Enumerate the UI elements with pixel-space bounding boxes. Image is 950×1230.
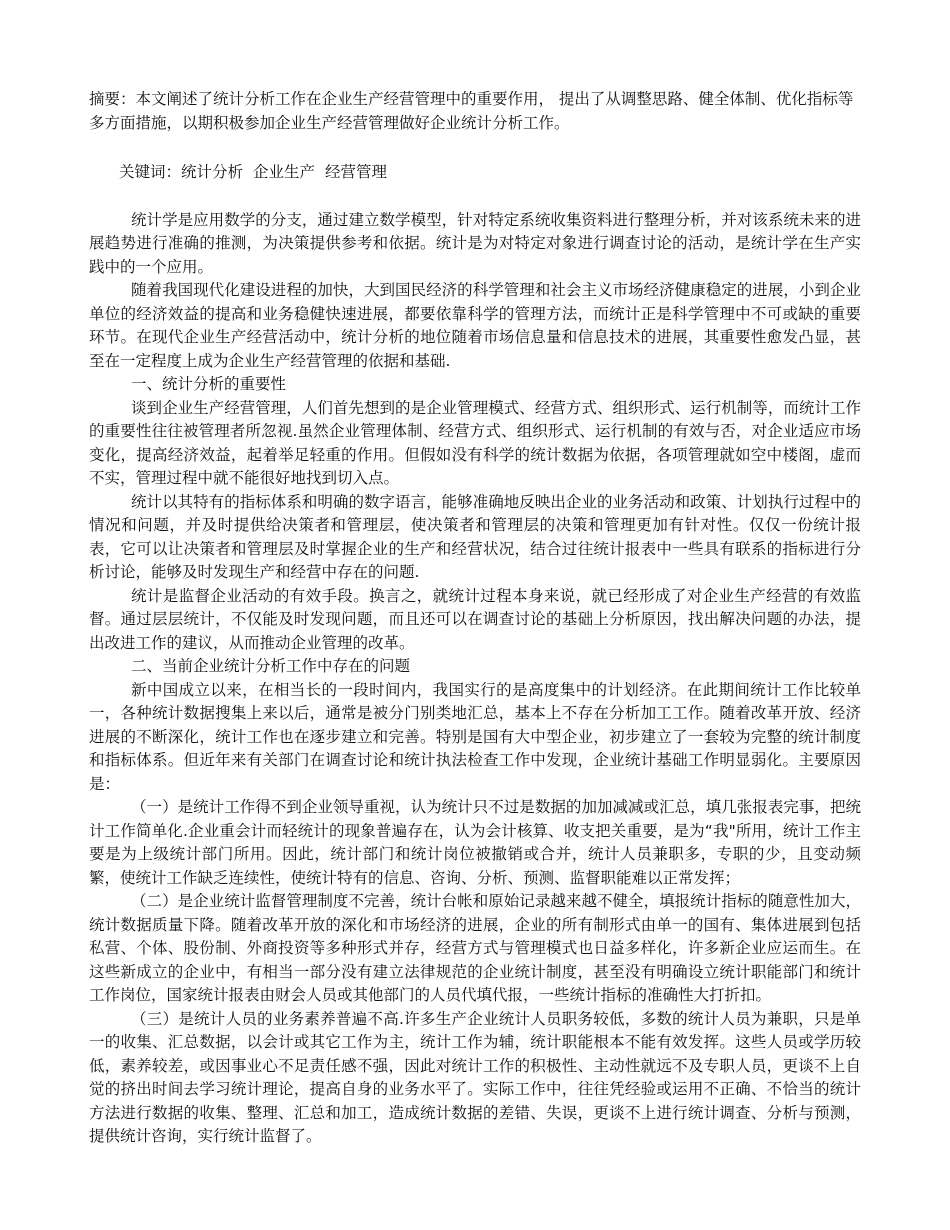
abstract: 摘要：本文阐述了统计分析工作在企业生产经营管理中的重要作用， 提出了从调整思路、健全体制、优化指标等多方面措施，以期积极参加企业生产经营管理做好企业统计分析工作。 — [89, 90, 854, 132]
document-body — [89, 209, 861, 1149]
paragraph: （一）是统计工作得不到企业领导重视，认为统计只不过是数据的加加减减或汇总，填几张报表完事，把统计工作简单化.企业重会计而轻统计的现象普遍存在，认为会计核算、收支把关重要，是为“我"所用，统计工作主要是为上级统计部门所用。因此，统计部门和统计岗位被撤销或合并，统计人员兼职多，专职的少，且变动频繁，使统计工作缺乏连续性，使统计特有的信息、咨询、分析、预测、监督职能难以正常发挥； — [89, 798, 861, 887]
document-page — [89, 88, 861, 1149]
keyword: 企业生产 — [253, 163, 316, 181]
keywords-label: 关键词： — [119, 163, 182, 181]
paragraph: 统计学是应用数学的分支，通过建立数学模型，针对特定系统收集资料进行整理分析，并对该系统未来的进展趋势进行准确的推测，为决策提供参考和依据。统计是为对特定对象进行调查讨论的活动，是统计学在生产实践中的一个应用。 — [89, 210, 861, 276]
paragraph: 随着我国现代化建设进程的加快，大到国民经济的科学管理和社会主义市场经济健康稳定的进展，小到企业单位的经济效益的提高和业务稳健快速进展，都要依靠科学的管理方法，而统计正是科学管理中不可或缺的重要环节。在现代企业生产经营活动中，统计分析的地位随着市场信息量和信息技术的进展，其重要性愈发凸显，甚至在一定程度上成为企业生产经营管理的依据和基础. — [89, 281, 861, 370]
keywords-line — [89, 161, 861, 185]
paragraph: （二）是企业统计监督管理制度不完善，统计台帐和原始记录越来越不健全，填报统计指标的随意性加大，统计数据质量下降。随着改革开放的深化和市场经济的进展，企业的所有制形式由单一的国有、集体进展到包括私营、个体、股份制、外商投资等多种形式并存，经营方式与管理模式也日益多样化，许多新企业应运而生。在这些新成立的企业中，有相当一部分没有建立法律规范的企业统计制度，甚至没有明确设立统计职能部门和统计工作岗位，国家统计报表由财会人员或其他部门的人员代填代报，一些统计指标的准确性大打折扣。 — [89, 892, 861, 1004]
keyword: 经营管理 — [325, 163, 388, 181]
section-heading: 二、当前企业统计分析工作中存在的问题 — [131, 657, 411, 675]
paragraph: 新中国成立以来，在相当长的一段时间内，我国实行的是高度集中的计划经济。在此期间统计工作比较单一，各种统计数据搜集上来以后，通常是被分门别类地汇总，基本上不存在分析加工工作。随着改革开放、经济进展的不断深化，统计工作也在逐步建立和完善。特别是国有大中型企业，初步建立了一套较为完整的统计制度和指标体系。但近年来有关部门在调查讨论和统计执法检查工作中发现，企业统计基础工作明显弱化。主要原因是： — [89, 680, 861, 793]
paragraph: 统计是监督企业活动的有效手段。换言之，就统计过程本身来说，就已经形成了对企业生产经营的有效监督。通过层层统计，不仅能及时发现问题，而且还可以在调查讨论的基础上分析原因，找出解决问题的办法，提出改进工作的建议，从而推动企业管理的改革。 — [89, 586, 861, 652]
paragraph: 统计以其特有的指标体系和明确的数字语言，能够准确地反映出企业的业务活动和政策、计划执行过程中的情况和问题，并及时提供给决策者和管理层，使决策者和管理层的决策和管理更加有针对性。仅仅一份统计报表，它可以让决策者和管理层及时掌握企业的生产和经营状况，结合过往统计报表中一些具有联系的指标进行分析讨论，能够及时发现生产和经营中存在的问题. — [89, 492, 861, 581]
keyword: 统计分析 — [181, 163, 244, 181]
section-heading: 一、统计分析的重要性 — [131, 375, 287, 393]
paragraph: （三）是统计人员的业务素养普遍不高.许多生产企业统计人员职务较低，多数的统计人员为兼职，只是单一的收集、汇总数据，以会计或其它工作为主，统计工作为辅，统计职能根本不能有效发挥。这些人员或学历较低，素养较差，或因事业心不足责任感不强，因此对统计工作的积极性、主动性就远不及专职人员，更谈不上自觉的挤出时间去学习统计理论，提高自身的业务水平了。实际工作中，往往凭经验或运用不正确、不恰当的统计方法进行数据的收集、整理、汇总和加工，造成统计数据的差错、失误，更谈不上进行统计调查、分析与预测，提供统计咨询，实行统计监督了。 — [89, 1009, 861, 1145]
paragraph: 谈到企业生产经营管理，人们首先想到的是企业管理模式、经营方式、组织形式、运行机制等，而统计工作的重要性往往被管理者所忽视.虽然企业管理体制、经营方式、组织形式、运行机制的有效与否，对企业适应市场变化，提高经济效益，起着举足轻重的作用。但假如没有科学的统计数据为依据，各项管理就如空中楼阁，虚而不实，管理过程中就不能很好地找到切入点。 — [89, 398, 861, 487]
